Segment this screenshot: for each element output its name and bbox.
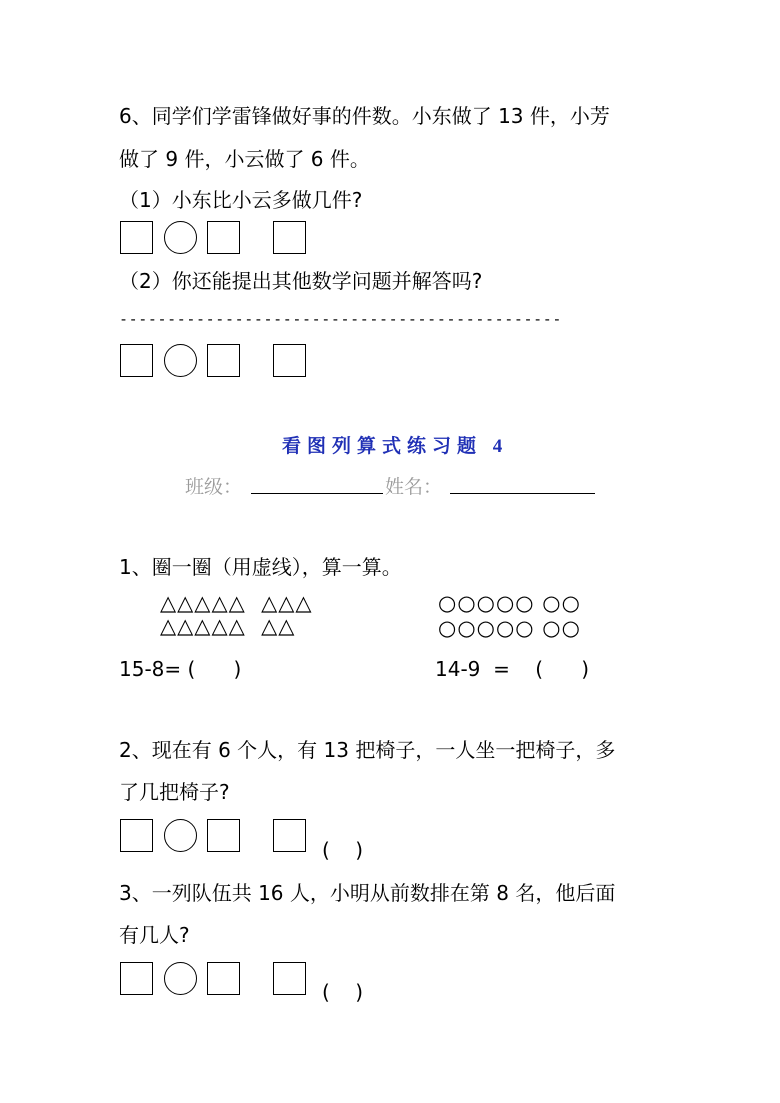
result-box[interactable]	[273, 221, 306, 254]
dashed-answer-line[interactable]: ----------------------------------------------	[119, 310, 563, 328]
operator-circle[interactable]	[164, 221, 197, 254]
q6-line2: 做了 9 件，小云做了 6 件。	[119, 147, 370, 171]
q3-line2: 有几人?	[119, 923, 190, 947]
equation-1: 15-8= ( )	[119, 657, 242, 681]
q2-line1: 2、现在有 6 个人，有 13 把椅子，一人坐一把椅子，多	[119, 738, 616, 762]
operator-circle[interactable]	[164, 962, 197, 995]
answer-box[interactable]	[207, 344, 240, 377]
answer-box[interactable]	[207, 962, 240, 995]
answer-box[interactable]	[120, 344, 153, 377]
q6-sub2: （2）你还能提出其他数学问题并解答吗?	[119, 269, 483, 293]
circles-row-1: ○○○○○ ○○	[438, 591, 581, 615]
result-box[interactable]	[273, 819, 306, 852]
unit-parentheses[interactable]: ( )	[322, 838, 364, 862]
circles-row-2: ○○○○○ ○○	[438, 616, 581, 640]
q3-line1: 3、一列队伍共 16 人，小明从前数排在第 8 名，他后面	[119, 881, 616, 905]
name-label: 姓名：	[385, 476, 443, 498]
triangles-row-1: △△△△△ △△△	[160, 591, 313, 615]
equation-2: 14-9 = ( )	[435, 657, 590, 681]
answer-box[interactable]	[120, 819, 153, 852]
class-field[interactable]	[251, 493, 383, 494]
answer-box[interactable]	[207, 221, 240, 254]
name-field[interactable]	[450, 493, 595, 494]
class-label: 班级：	[185, 476, 243, 498]
q6-line1: 6、同学们学雷锋做好事的件数。小东做了 13 件，小芳	[119, 104, 610, 128]
unit-parentheses[interactable]: ( )	[322, 980, 364, 1004]
operator-circle[interactable]	[164, 819, 197, 852]
q1-text: 1、圈一圈（用虚线），算一算。	[119, 555, 402, 579]
answer-box[interactable]	[120, 962, 153, 995]
triangles-row-2: △△△△△ △△	[160, 614, 296, 638]
answer-box[interactable]	[120, 221, 153, 254]
result-box[interactable]	[273, 962, 306, 995]
section-title: 看图列算式练习题 4	[282, 436, 509, 457]
q2-line2: 了几把椅子?	[119, 780, 230, 804]
answer-box[interactable]	[207, 819, 240, 852]
result-box[interactable]	[273, 344, 306, 377]
q6-sub1: （1）小东比小云多做几件?	[119, 188, 363, 212]
operator-circle[interactable]	[164, 344, 197, 377]
